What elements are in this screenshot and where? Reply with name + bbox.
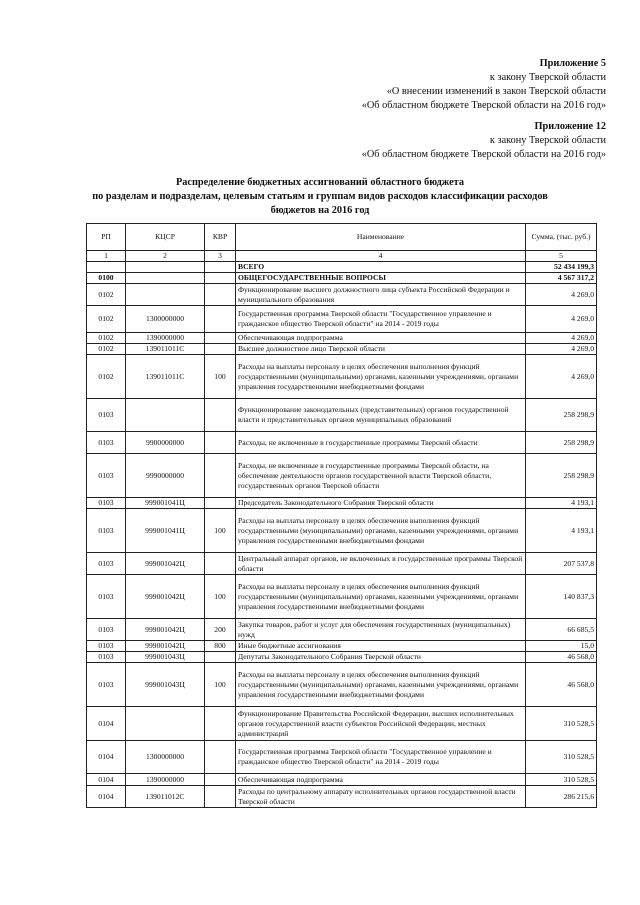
kcsr-cell: 999001043Ц [126,652,205,663]
rp-cell: 0102 [87,333,126,344]
kcsr-cell [126,707,205,741]
table-row [87,741,597,774]
name-cell: Центральный аппарат органов, не включенных в государственные программы Тверской области [236,553,526,575]
sum-cell: 310 528,5 [526,774,597,786]
sum-cell: 46 568,0 [526,663,597,707]
kvr-cell [205,262,236,273]
rp-cell: 0103 [87,619,126,641]
number-1: 1 [87,251,126,262]
sum-cell: 4 193,1 [526,498,597,509]
rp-cell: 0104 [87,741,126,774]
kvr-cell [205,284,236,306]
name-cell: Расходы на выплаты персоналу в целях обеспечения выполнения функций государственными (муниципальными) органами, казенными учреждениями, органами управления государственными внебюджетными фондами [236,575,526,619]
name-cell: Расходы на выплаты персоналу в целях обеспечения выполнения функций государственными (муниципальными) органами, казенными учреждениями, органами управления государственными внебюджетными фондами [236,509,526,553]
table-row [87,786,597,808]
sum-cell: 258 298,9 [526,399,597,432]
number-3: 3 [205,251,236,262]
sum-cell: 258 298,9 [526,432,597,454]
kvr-cell [205,741,236,774]
kcsr-cell: 9900000000 [126,432,205,454]
kvr-cell [205,432,236,454]
table-number-row [87,251,597,262]
kvr-cell: 800 [205,641,236,652]
kcsr-cell: 1390000000 [126,333,205,344]
table-body [87,262,597,808]
document-title-line-1: Распределение бюджетных ассигнований областного бюджета [175,177,465,188]
sum-cell: 258 298,9 [526,454,597,498]
kcsr-cell: 1300000000 [126,306,205,333]
kvr-cell [205,273,236,284]
sum-cell: 4 269,0 [526,355,597,399]
number-2: 2 [126,251,205,262]
sum-cell: 310 528,5 [526,707,597,741]
header-kcsr: КЦСР [126,224,205,251]
rp-cell: 0104 [87,774,126,786]
header-name: Наименование [236,224,526,251]
table-row [87,498,597,509]
table-row [87,333,597,344]
table-row [87,273,597,284]
document-title-line-2: по разделам и подразделам, целевым статьям и группам видов расходов классификации расходов [92,191,548,202]
name-cell: Функционирование высшего должностного лица субъекта Российской Федерации и муниципального образования [236,284,526,306]
table-row [87,399,597,432]
kvr-cell [205,652,236,663]
kvr-cell [205,306,236,333]
name-cell: Высшее должностное лицо Тверской области [236,344,526,355]
table-row [87,262,597,273]
sum-cell: 140 837,3 [526,575,597,619]
table-row [87,707,597,741]
rp-cell: 0103 [87,553,126,575]
kcsr-cell: 999001041Ц [126,509,205,553]
sum-cell: 4 193,1 [526,509,597,553]
table-row [87,652,597,663]
kcsr-cell: 999001042Ц [126,641,205,652]
appendix-5-header [362,57,606,113]
appendix-5-title: Приложение 5 [539,58,606,69]
sum-cell: 52 434 199,3 [526,262,597,273]
kcsr-cell: 999001043Ц [126,663,205,707]
kcsr-cell [126,284,205,306]
name-cell: Функционирование Правительства Российской Федерации, высших исполнительных органов государственной власти субъектов Российской Федерации, местных администраций [236,707,526,741]
table-row [87,355,597,399]
rp-cell: 0102 [87,355,126,399]
name-cell: Обеспечивающая подпрограмма [236,333,526,344]
table-row [87,774,597,786]
kvr-cell [205,786,236,808]
kcsr-cell: 139011011С [126,355,205,399]
sum-cell: 310 528,5 [526,741,597,774]
rp-cell: 0103 [87,652,126,663]
name-cell: Иные бюджетные ассигнования [236,641,526,652]
appendix-12-line-1: к закону Тверской области [489,135,606,146]
sum-cell: 4 269,0 [526,344,597,355]
rp-cell: 0103 [87,399,126,432]
number-5: 5 [526,251,597,262]
name-cell: Государственная программа Тверской области "Государственное управление и гражданское общество Тверской области" на 2014 - 2019 годы [236,741,526,774]
kvr-cell: 100 [205,663,236,707]
document-title-line-3: бюджетов на 2016 год [270,205,370,216]
kvr-cell [205,454,236,498]
name-cell: Обеспечивающая подпрограмма [236,774,526,786]
rp-cell: 0103 [87,509,126,553]
appendix-12-line-2: «Об областном бюджете Тверской области на 2016 год» [361,149,606,160]
table-row [87,619,597,641]
kvr-cell: 100 [205,509,236,553]
header-sum: Сумма, (тыс. руб.) [526,224,597,251]
name-cell: Закупка товаров, работ и услуг для обеспечения государственных (муниципальных) нужд [236,619,526,641]
sum-cell: 286 215,6 [526,786,597,808]
sum-cell: 4 269,0 [526,333,597,344]
rp-cell: 0103 [87,454,126,498]
appendix-5-line-3: «Об областном бюджете Тверской области на 2016 год» [361,100,606,111]
sum-cell: 4 269,0 [526,284,597,306]
kvr-cell: 200 [205,619,236,641]
kvr-cell: 100 [205,355,236,399]
name-cell: Расходы по центральному аппарату исполнительных органов государственной власти Тверской области [236,786,526,808]
appendix-12-header [362,120,606,162]
kvr-cell [205,333,236,344]
kcsr-cell: 999001041Ц [126,498,205,509]
name-cell: Депутаты Законодательного Собрания Тверской области [236,652,526,663]
sum-cell: 207 537,8 [526,553,597,575]
sum-cell: 46 568,0 [526,652,597,663]
name-cell: Расходы, не включенные в государственные программы Тверской области, на обеспечение деятельности органов государственной власти Тверской области, государственных органов Тверской области [236,454,526,498]
kvr-cell [205,774,236,786]
rp-cell: 0104 [87,786,126,808]
kvr-cell [205,498,236,509]
name-cell: Председатель Законодательного Собрания Тверской области [236,498,526,509]
table-row [87,641,597,652]
table-row [87,344,597,355]
appendix-5-line-1: к закону Тверской области [489,72,606,83]
sum-cell: 4 567 317,2 [526,273,597,284]
rp-cell: 0104 [87,707,126,741]
name-cell: Расходы, не включенные в государственные программы Тверской области [236,432,526,454]
table-header-row [87,224,597,251]
name-cell: Функционирование законодательных (представительных) органов государственной власти и представительных органов муниципальных образований [236,399,526,432]
kcsr-cell [126,273,205,284]
appendix-5-line-2: «О внесении изменений в закон Тверской области [386,86,606,97]
kcsr-cell: 139011012С [126,786,205,808]
rp-cell: 0103 [87,663,126,707]
kcsr-cell: 999001042Ц [126,553,205,575]
kvr-cell [205,707,236,741]
kcsr-cell: 9990000000 [126,454,205,498]
rp-cell: 0102 [87,284,126,306]
sum-cell: 15,0 [526,641,597,652]
rp-cell: 0103 [87,498,126,509]
appendix-12-title: Приложение 12 [534,121,606,132]
table-row [87,284,597,306]
budget-table [86,223,597,808]
kvr-cell: 100 [205,575,236,619]
rp-cell: 0103 [87,641,126,652]
table-row [87,306,597,333]
sum-cell: 66 685,5 [526,619,597,641]
rp-cell: 0102 [87,344,126,355]
table-row [87,663,597,707]
kvr-cell [205,553,236,575]
kcsr-cell [126,399,205,432]
kvr-cell [205,399,236,432]
rp-cell [87,262,126,273]
kcsr-cell: 1300000000 [126,741,205,774]
header-rp: РП [87,224,126,251]
kcsr-cell: 999001042Ц [126,619,205,641]
name-cell: Государственная программа Тверской области "Государственное управление и гражданское общество Тверской области" на 2014 - 2019 годы [236,306,526,333]
sum-cell: 4 269,0 [526,306,597,333]
rp-cell: 0103 [87,575,126,619]
kcsr-cell: 999001042Ц [126,575,205,619]
name-cell: ВСЕГО [236,262,526,273]
header-kvr: КВР [205,224,236,251]
table-row [87,575,597,619]
kcsr-cell [126,262,205,273]
kvr-cell [205,344,236,355]
rp-cell: 0100 [87,273,126,284]
number-4: 4 [236,251,526,262]
table-row [87,454,597,498]
rp-cell: 0102 [87,306,126,333]
table-row [87,553,597,575]
kcsr-cell: 1390000000 [126,774,205,786]
name-cell: ОБЩЕГОСУДАРСТВЕННЫЕ ВОПРОСЫ [236,273,526,284]
table-row [87,432,597,454]
rp-cell: 0103 [87,432,126,454]
name-cell: Расходы на выплаты персоналу в целях обеспечения выполнения функций государственными (муниципальными) органами, казенными учреждениями, органами управления государственными внебюджетными фондами [236,663,526,707]
name-cell: Расходы на выплаты персоналу в целях обеспечения выполнения функций государственными (муниципальными) органами, казенными учреждениями, органами управления государственными внебюджетными фондами [236,355,526,399]
table-row [87,509,597,553]
kcsr-cell: 139011011С [126,344,205,355]
document-title [60,176,580,218]
